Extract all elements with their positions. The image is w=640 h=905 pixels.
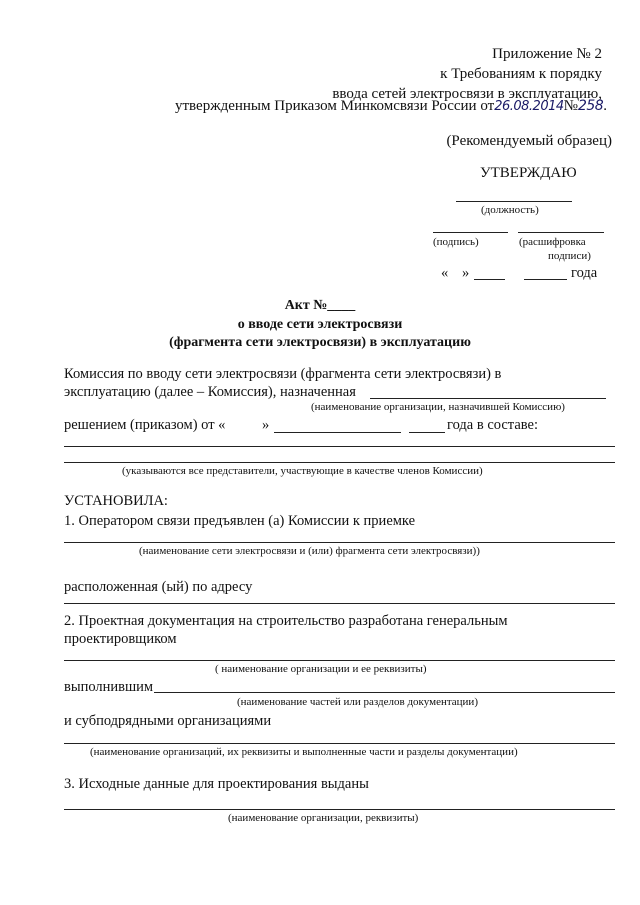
date-open-quote: « [441, 265, 449, 281]
signature-label: (подпись) [433, 236, 479, 248]
commission-line-2: эксплуатацию (далее – Комиссия), назначенная [64, 384, 356, 400]
address-label: расположенная (ый) по адресу [64, 579, 253, 595]
members-line-1 [64, 446, 615, 447]
commission-date-close: » [262, 417, 270, 433]
commission-date-prefix: решением (приказом) от « [64, 417, 226, 433]
act-subtitle: о вводе сети электросвязи [237, 317, 403, 332]
header-appendix-number: Приложение № 2 [492, 46, 602, 62]
header-requirements: к Требованиям к порядку [440, 66, 602, 82]
header-number-sign: № [563, 98, 578, 114]
act-title: Акт №____ [284, 298, 356, 313]
item-3-caption: (наименование организации, реквизиты) [228, 812, 419, 824]
subcontractors-line [64, 743, 615, 744]
commission-caption-1: (наименование организации, назначившей Комиссию) [311, 401, 565, 413]
date-day-line [474, 279, 505, 280]
address-line [64, 603, 615, 604]
item-2-line-2: проектировщиком [64, 631, 177, 647]
header-order-prefix: утвержденным Приказом Минкомсвязи России от [175, 98, 495, 114]
subcontractors-caption: (наименование организаций, их реквизиты и выполненные части и разделы документации) [90, 746, 518, 758]
header-networks: ввода сетей электросвязи в эксплуатацию, [332, 86, 602, 102]
performed-caption: (наименование частей или разделов документации) [237, 696, 478, 708]
commission-org-line [370, 398, 606, 399]
position-label: (должность) [481, 204, 539, 216]
item-2-caption: ( наименование организации и ее реквизиты) [215, 663, 427, 675]
members-caption: (указываются все представители, участвующие в качестве членов Комиссии) [122, 465, 483, 477]
item-1-caption: (наименование сети электросвязи и (или) фрагмента сети электросвязи)) [139, 545, 480, 557]
handwritten-order-number: 258 [577, 98, 604, 114]
decoding-label-2: подписи) [548, 250, 591, 262]
handwritten-date: 26.08.2014 [494, 99, 564, 114]
item-2-line-1: 2. Проектная документация на строительство разработана генеральным [64, 613, 508, 629]
decoding-label: (расшифровка [519, 236, 586, 248]
performed-label: выполнившим [64, 679, 154, 695]
header-order-end: . [603, 98, 607, 114]
year-word: года [571, 265, 598, 281]
header-order-line [175, 99, 607, 114]
commission-year-text: года в составе: [447, 417, 538, 433]
subcontractors-label: и субподрядными организациями [64, 713, 272, 729]
signature-line [433, 232, 508, 233]
commission-line-1: Комиссия по вводу сети электросвязи (фрагмента сети электросвязи) в [64, 366, 502, 382]
item-1-line [64, 542, 615, 543]
performed-line [154, 692, 615, 693]
item-3: 3. Исходные данные для проектирования выданы [64, 776, 369, 792]
sample-note: (Рекомендуемый образец) [446, 133, 612, 149]
members-line-2 [64, 462, 615, 463]
commission-year-line [409, 432, 445, 433]
approve-title: УТВЕРЖДАЮ [480, 165, 577, 181]
established-title: УСТАНОВИЛА: [64, 493, 168, 509]
item-3-line [64, 809, 615, 810]
date-close-quote: » [462, 265, 470, 281]
date-month-line [524, 279, 567, 280]
commission-date-line [274, 432, 401, 433]
act-subtitle-2: (фрагмента сети электросвязи) в эксплуатацию [169, 335, 471, 350]
item-1: 1. Оператором связи предъявлен (а) Комиссии к приемке [64, 513, 416, 529]
position-line [456, 201, 572, 202]
decoding-line [518, 232, 604, 233]
item-2-org-line [64, 660, 615, 661]
